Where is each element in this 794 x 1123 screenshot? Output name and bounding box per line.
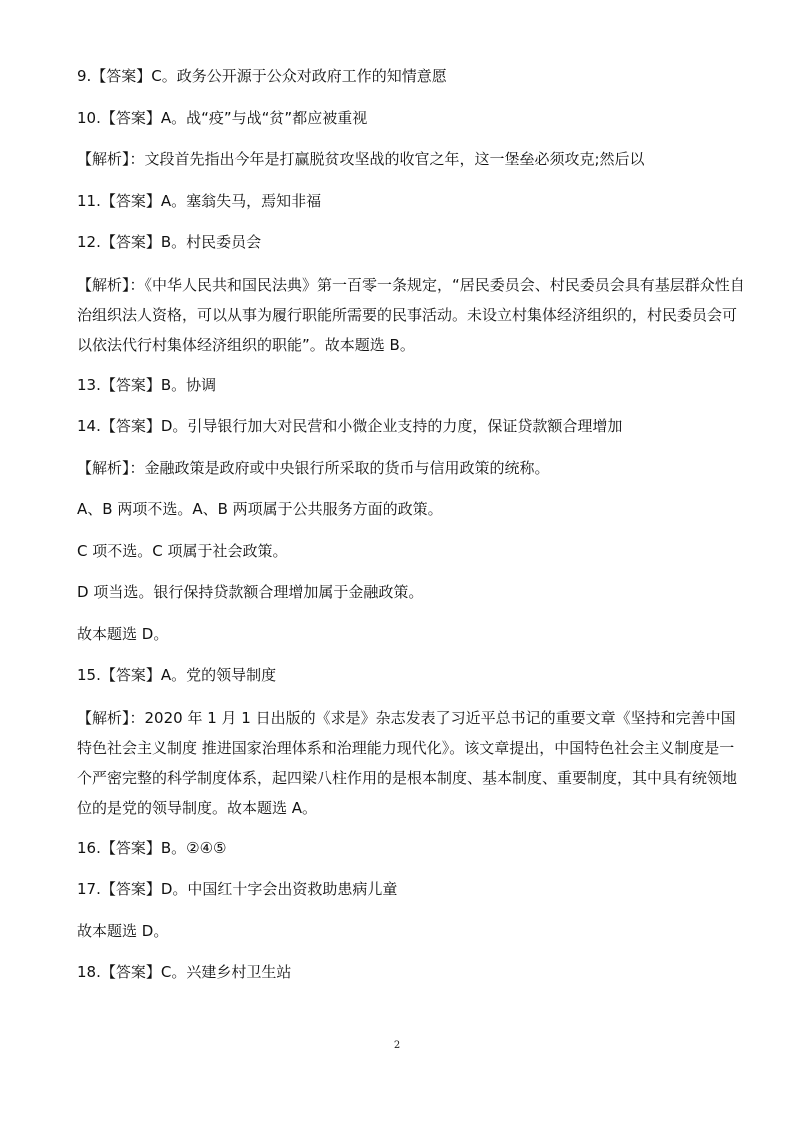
answer-17: 17.【答案】D。中国红十字会出资救助患病儿童 — [77, 880, 398, 898]
page-number: 2 — [393, 1040, 401, 1051]
answer-12: 12.【答案】B。村民委员会 — [77, 233, 262, 251]
answer-13: 13.【答案】B。协调 — [77, 375, 217, 394]
answer-14: 14.【答案】D。引导银行加大对民营和小微企业支持的力度，保证贷款额合理增加 — [77, 417, 623, 435]
analysis-10: 【解析】：文段首先指出今年是打赢脱贫攻坚战的收官之年，这一堡垒必须攻克;然后以 — [77, 150, 645, 168]
analysis-15: 【解析】：2020 年 1 月 1 日出版的《求是》杂志发表了习近平总书记的重要文章《坚持和完善中国特色社会主义制度 推进国家治理体系和治理能力现代化》。该文章提出，中国特色社会主义制度是一个严密完整的科学制度体系，起四梁八柱作用的是根本制度、基本制度、重要制度，其中具有统领地位的是党的领导制度。故本题选 A。 — [77, 708, 738, 817]
answer-15: 15.【答案】A。党的领导制度 — [77, 666, 277, 684]
analysis-14-conclusion: 故本题选 D。 — [77, 624, 169, 643]
analysis-17-conclusion: 故本题选 D。 — [77, 921, 169, 940]
answer-9: 9.【答案】C。政务公开源于公众对政府工作的知情意愿 — [77, 67, 447, 85]
answer-18: 18.【答案】C。兴建乡村卫生站 — [77, 963, 292, 981]
analysis-12: 【解析】：《中华人民共和国民法典》第一百零一条规定，“居民委员会、村民委员会具有基层群众性自治组织法人资格，可以从事为履行职能所需要的民事活动。未设立村集体经济组织的，村民委员会可以依法代行村集体经济组织的职能”。故本题选 B。 — [77, 275, 745, 354]
analysis-14-option-ab: A、B 两项不选。A、B 两项属于公共服务方面的政策。 — [77, 500, 443, 518]
analysis-14-option-c: C 项不选。C 项属于社会政策。 — [77, 541, 288, 560]
analysis-14-option-d: D 项当选。银行保持贷款额合理增加属于金融政策。 — [77, 583, 424, 601]
answer-11: 11.【答案】A。塞翁失马，焉知非福 — [77, 191, 322, 210]
analysis-14: 【解析】：金融政策是政府或中央银行所采取的货币与信用政策的统称。 — [77, 458, 550, 477]
answer-10: 10.【答案】A。战“疫”与战“贫”都应被重视 — [77, 108, 368, 127]
answer-16: 16.【答案】B。②④⑤ — [77, 838, 227, 857]
document-body — [77, 56, 745, 994]
